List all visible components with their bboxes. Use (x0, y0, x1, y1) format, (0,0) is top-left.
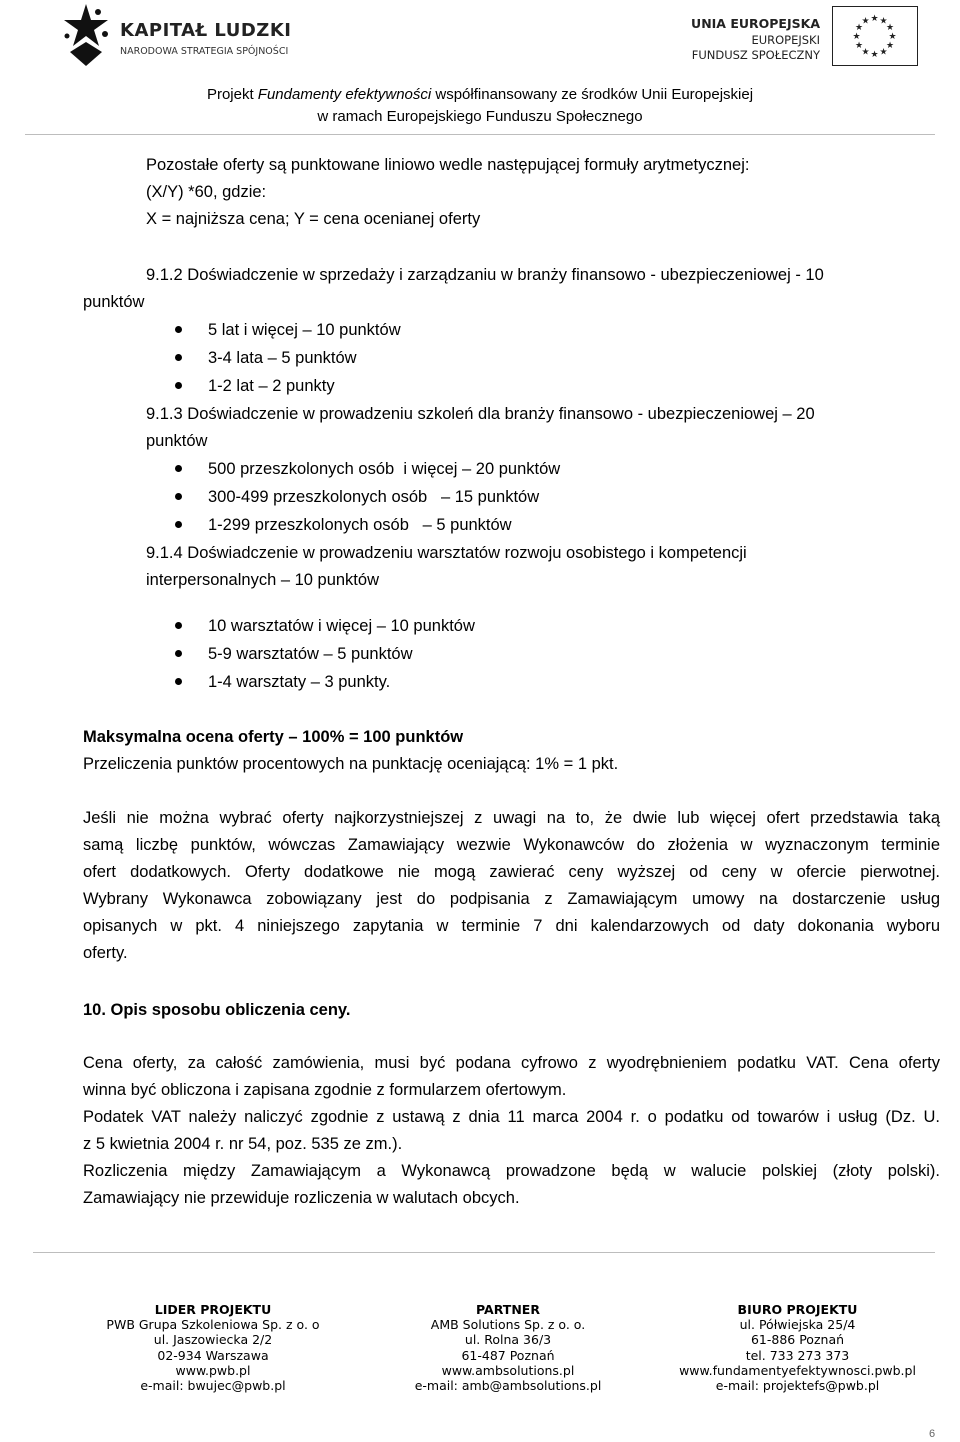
footer-col-title: LIDER PROJEKTU (154, 1302, 272, 1317)
section-914-item: 1-4 warsztaty – 3 punkty. (208, 673, 391, 691)
kapital-ludzki-logo (60, 2, 300, 68)
svg-text:★: ★ (861, 16, 870, 27)
bullet-icon (175, 678, 182, 685)
section-912-item: 1-2 lat – 2 punkty (208, 377, 335, 395)
svg-text:★: ★ (870, 50, 879, 60)
footer-col-line: www.fundamentyefektywnosci.pwb.pl (679, 1362, 916, 1378)
bullet-icon (175, 465, 182, 472)
paragraph-line: Rozliczenia między Zamawiającym a Wykonawcą prowadzone będą w walucie polskiej (złoty polski). (83, 1162, 940, 1180)
paragraph-line: Jeśli nie można wybrać oferty najkorzystniejszej z uwagi na to, że dwie lub więcej ofert przedstawia taką (83, 809, 940, 827)
eu-logo-line2: EUROPEJSKI (751, 33, 820, 47)
tie-break-paragraph (83, 805, 940, 967)
header-rule (25, 134, 935, 135)
section-10-body (83, 1050, 940, 1212)
footer-rule (33, 1252, 935, 1253)
footer-lider-projektu (85, 1302, 341, 1393)
bullet-icon (175, 493, 182, 500)
footer-col-line: 61-886 Poznań (750, 1332, 845, 1348)
footer-col-line: ul. Rolna 36/3 (464, 1332, 552, 1348)
section-913-heading-cont: punktów (146, 432, 208, 450)
svg-text:★: ★ (879, 47, 888, 58)
paragraph-line: Podatek VAT należy naliczyć zgodnie z ustawą z dnia 11 marca 2004 r. o podatku od towarów i usług (Dz. U. (83, 1108, 940, 1126)
eu-flag-icon (832, 6, 918, 66)
kapital-ludzki-title: KAPITAŁ LUDZKI (120, 20, 292, 41)
eu-logo-line3: FUNDUSZ SPOŁECZNY (691, 48, 820, 62)
paragraph-line: z 5 kwietnia 2004 r. nr 54, poz. 535 ze zm.). (83, 1135, 403, 1153)
max-score-title: Maksymalna ocena oferty – 100% = 100 punktów (83, 728, 464, 746)
eu-efs-logo (691, 6, 920, 70)
footer-col-line: 02-934 Warszawa (157, 1347, 269, 1363)
svg-text:★: ★ (852, 32, 861, 42)
section-912-heading: 9.1.2 Doświadczenie w sprzedaży i zarządzaniu w branży finansowo - ubezpieczeniowej - 10 (146, 266, 824, 284)
bullet-icon (175, 354, 182, 361)
footer-col-line: ul. Jaszowiecka 2/2 (153, 1332, 273, 1348)
footer-col-line: www.pwb.pl (175, 1362, 251, 1378)
footer-col-line: ul. Półwiejska 25/4 (739, 1317, 856, 1333)
bullet-icon (175, 650, 182, 657)
paragraph-line: samą liczbę punktów, wówczas Zamawiający wezwie Wykonawców do złożenia w wyznaczonym terminie (83, 836, 940, 854)
footer-col-line: www.ambsolutions.pl (441, 1362, 575, 1378)
footer-col-line: 61-487 Poznań (461, 1347, 555, 1363)
footer-col-line: e-mail: projektefs@pwb.pl (715, 1378, 880, 1394)
project-line-2: w ramach Europejskiego Funduszu Społecznego (317, 108, 643, 125)
kapital-ludzki-subtitle: NARODOWA STRATEGIA SPÓJNOŚCI (120, 46, 289, 57)
svg-text:★: ★ (885, 23, 895, 33)
paragraph-line: Cena oferty, za całość zamówienia, musi być podana cyfrowo z wyodrębnieniem podatku VAT. Cena oferty (83, 1054, 940, 1072)
section-914-item: 10 warsztatów i więcej – 10 punktów (208, 617, 475, 635)
project-line-1: Projekt Fundamenty efektywności współfinansowany ze środków Unii Europejskiej (206, 86, 754, 103)
paragraph-line: oferty. (83, 944, 128, 962)
section-914-item: 5-9 warsztatów – 5 punktów (208, 645, 413, 663)
section-912-heading-cont: punktów (83, 293, 145, 311)
paragraph-line: opisanych w pkt. 4 niniejszego zapytania w terminie 7 dni kalendarzowych od daty dokonania wyboru (83, 917, 940, 935)
formula-line-3: X = najniższa cena; Y = cena ocenianej oferty (146, 210, 481, 228)
svg-text:★: ★ (885, 41, 895, 51)
bullet-icon (175, 382, 182, 389)
footer-col-line: PWB Grupa Szkoleniowa Sp. z o. o (106, 1317, 320, 1333)
bullet-icon (175, 521, 182, 528)
section-914-heading: 9.1.4 Doświadczenie w prowadzeniu warsztatów rozwoju osobistego i kompetencji (146, 544, 747, 562)
footer-col-line: e-mail: amb@ambsolutions.pl (414, 1378, 602, 1394)
paragraph-line: Zamawiający nie przewiduje rozliczenia w walutach obcych. (83, 1189, 520, 1207)
section-10-title: 10. Opis sposobu obliczenia ceny. (83, 1001, 351, 1019)
paragraph-line: ofert dodatkowych. Oferty dodatkowe nie mogą zawierać ceny wyższej od ceny w ofercie pierwotnej. (83, 863, 940, 881)
bullet-icon (175, 326, 182, 333)
kapital-ludzki-emblem-icon (60, 2, 112, 68)
svg-text:★: ★ (870, 14, 879, 24)
eu-logo-line1: UNIA EUROPEJSKA (691, 16, 820, 31)
svg-text:★: ★ (861, 47, 870, 58)
footer-col-line: AMB Solutions Sp. z o. o. (430, 1317, 586, 1333)
svg-text:★: ★ (854, 23, 864, 33)
section-912-item: 5 lat i więcej – 10 punktów (208, 321, 401, 339)
paragraph-line: winna być obliczona i zapisana zgodnie z formularzem ofertowym. (83, 1081, 567, 1099)
section-913-item: 1-299 przeszkolonych osób – 5 punktów (208, 516, 512, 534)
max-score-conversion: Przeliczenia punktów procentowych na punktację oceniającą: 1% = 1 pkt. (83, 755, 619, 773)
section-913-item: 300-499 przeszkolonych osób – 15 punktów (208, 488, 540, 506)
bullet-icon (175, 622, 182, 629)
svg-text:★: ★ (879, 16, 888, 27)
paragraph-line: Wybrany Wykonawca zobowiązany jest do podpisania z Zamawiającym umowy na dostarczenie usług (83, 890, 940, 908)
section-914-heading-cont: interpersonalnych – 10 punktów (146, 571, 379, 589)
svg-text:★: ★ (888, 32, 897, 42)
footer-col-line: tel. 733 273 373 (745, 1347, 850, 1363)
footer-col-line: e-mail: bwujec@pwb.pl (140, 1378, 286, 1394)
footer-col-title: BIURO PROJEKTU (737, 1302, 858, 1317)
footer-col-title: PARTNER (476, 1302, 540, 1317)
section-913-item: 500 przeszkolonych osób i więcej – 20 punktów (208, 460, 561, 478)
footer-biuro-projektu (660, 1302, 935, 1393)
footer-partner (380, 1302, 636, 1393)
formula-line-2: (X/Y) *60, gdzie: (146, 183, 267, 201)
page-number: 6 (929, 1428, 936, 1440)
svg-text:★: ★ (854, 41, 864, 51)
section-913-heading: 9.1.3 Doświadczenie w prowadzeniu szkoleń dla branży finansowo - ubezpieczeniowej – 20 (146, 405, 815, 423)
section-912-item: 3-4 lata – 5 punktów (208, 349, 357, 367)
formula-line-1: Pozostałe oferty są punktowane liniowo wedle następującej formuły arytmetycznej: (146, 156, 750, 174)
